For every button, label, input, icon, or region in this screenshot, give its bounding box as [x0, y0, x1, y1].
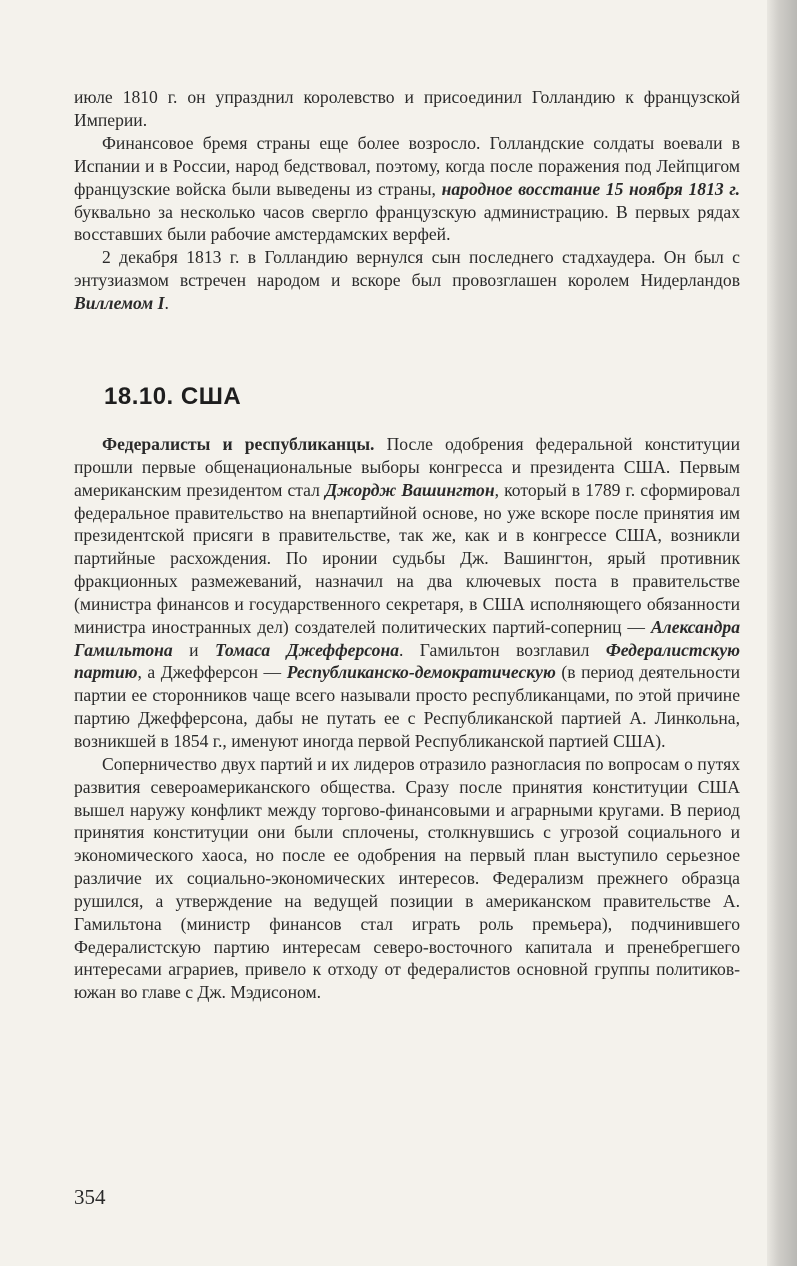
page-number: 354 [74, 1185, 106, 1209]
paragraph: Федералисты и республиканцы. После одобрения федеральной конституции прошли первые общенациональные выборы конгресса и президента США. Первым американским президентом стал Джордж Вашингтон, который в 1789 г. сформировал федеральное правительство на внепартийной основе, но уже вскоре после принятия им президентской присяги в правительстве, так же, как и в конгрессе США, возникли партийные расхождения. По иронии судьбы Дж. Вашингтон, ярый противник фракционных размежеваний, назначил на два ключевых поста в правительстве (министра финансов и государственного секретаря, в США исполняющего обязанности министра иностранных дел) создателей политических партий-соперниц — Александра Гамильтона и Томаса Джефферсона. Гамильтон возглавил Федералистскую партию, а Джефферсон — Республиканско-демократическую (в период деятельности партии ее сторонников чаще всего называли просто республиканцами, по этой причине партию Джефферсона, дабы не путать ее с Республиканской партией А. Линкольна, возникшей в 1854 г., именуют иногда первой Республиканской партией США). [74, 434, 741, 751]
emphasis: Республиканско-демократическую [286, 662, 556, 683]
section-heading: 18.10. США [104, 383, 242, 410]
paragraph: 2 декабря 1813 г. в Голландию вернулся сын последнего стадхаудера. Он был с энтузиазмом встречен народом и вскоре был провозглашен королем Нидерландов Виллемом I. [74, 247, 740, 314]
lead-in: Федералисты и республиканцы. [102, 434, 375, 454]
paragraph: июле 1810 г. он упразднил королевство и присоединил Голландию к французской Империи. [74, 87, 740, 130]
section-body [74, 433, 740, 1004]
top-text-block [74, 86, 740, 315]
paragraph: Соперничество двух партий и их лидеров отразило разногласия по вопросам о путях развития североамериканского общества. Сразу после принятия конституции США вышел наружу конфликт между торгово-финансовыми и аграрными кругами. В период принятия конституции они были сплочены, столкнувшись с угрозой социального и экономического хаоса, но после ее одобрения на первый план выступило серьезное различие их социально-экономических интересов. Федерализм прежнего образца рушился, а утверждение на ведущей позиции в американском правительстве А. Гамильтона (министр финансов стал играть роль премьера), подчинившего Федералистскую партию интересам северо-восточного капитала и пренебрегшего интересами аграриев, привело к отходу от федералистов основной группы политиков-южан во главе с Дж. Мэдисоном. [74, 753, 740, 1003]
page-edge-shadow [767, 0, 797, 1266]
emphasis: народное восстание 15 ноября 1813 г. [441, 178, 741, 199]
emphasis: Виллемом I [74, 293, 165, 314]
emphasis: Федералистскую партию [74, 639, 740, 683]
emphasis: Александра Гамильтона [74, 616, 740, 660]
emphasis: Томаса Джефферсона [214, 639, 400, 660]
paragraph: Финансовое бремя страны еще более возросло. Голландские солдаты воевали в Испании и в России, народ бедствовал, поэтому, когда после поражения под Лейпцигом французские войска были выведены из страны, народное восстание 15 ноября 1813 г. буквально за несколько часов свергло французскую администрацию. В первых рядах восставших были рабочие амстердамских верфей. [74, 132, 741, 245]
emphasis: Джордж Вашингтон [325, 479, 495, 500]
